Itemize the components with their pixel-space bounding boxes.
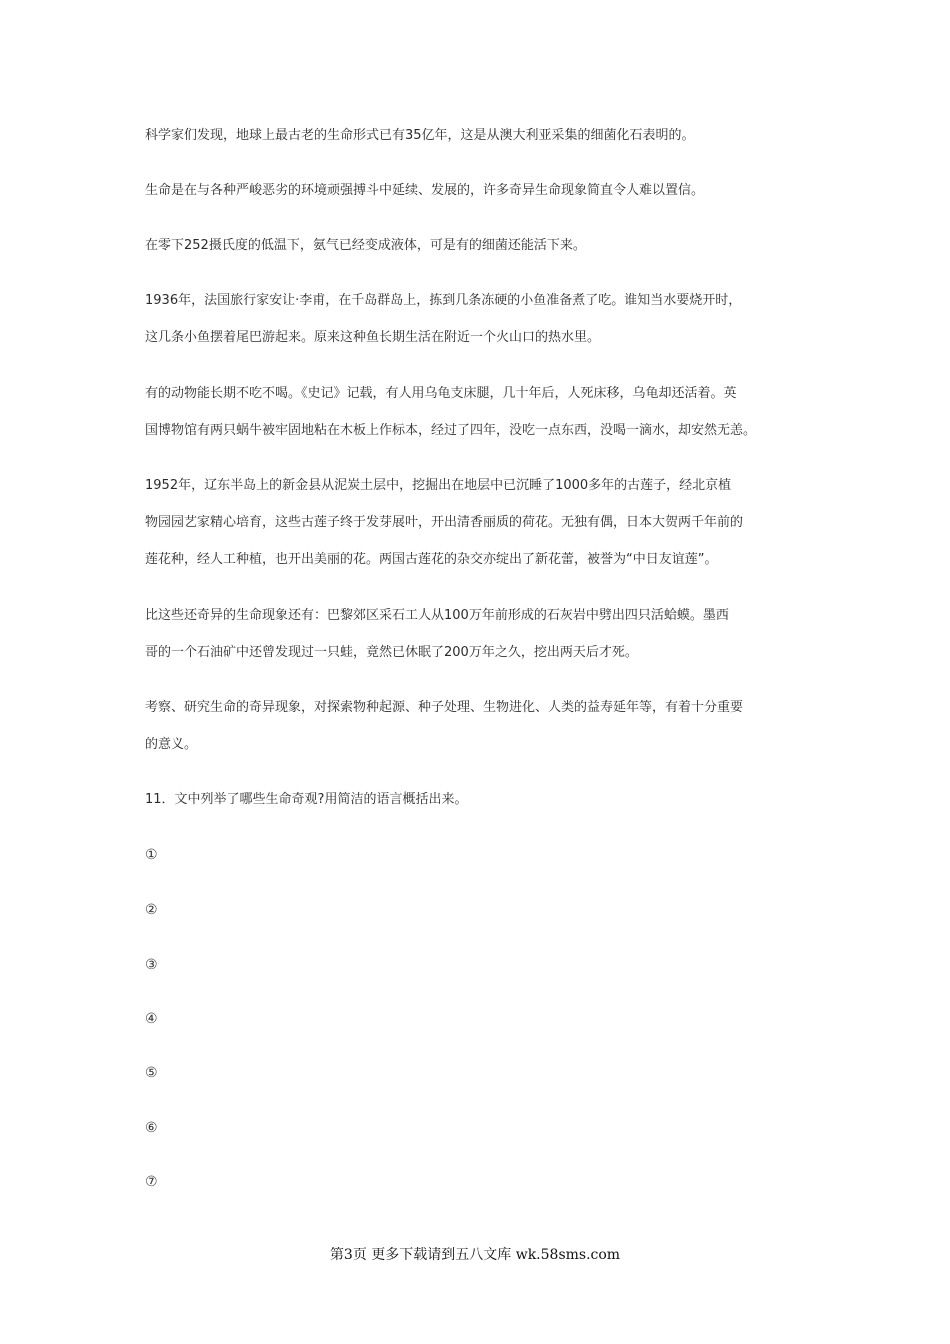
paragraph-line: 1952年，辽东半岛上的新金县从泥炭土层中，挖掘出在地层中已沉睡了1000多年的古莲子，经北京植 — [145, 478, 732, 493]
paragraph-line: 科学家们发现，地球上最古老的生命形式已有35亿年，这是从澳大利亚采集的细菌化石表明的。 — [145, 128, 695, 143]
answer-mark: ⑦ — [145, 1174, 158, 1190]
paragraph-line: 物园园艺家精心培育，这些古莲子终于发芽展叶，开出清香丽质的荷花。无独有偶，日本大贺两千年前的 — [145, 515, 744, 530]
paragraph-line: 国博物馆有两只蜗牛被牢固地粘在木板上作标本，经过了四年，没吃一点东西，没喝一滴水，却安然无恙。 — [145, 423, 757, 438]
paragraph-line: 莲花种，经人工种植，也开出美丽的花。两国古莲花的杂交亦绽出了新花蕾，被誉为“中日友谊莲”。 — [145, 552, 718, 567]
paragraph-line: 生命是在与各种严峻恶劣的环境顽强搏斗中延续、发展的，许多奇异生命现象简直令人难以置信。 — [145, 183, 705, 198]
answer-mark: ⑥ — [145, 1120, 158, 1136]
paragraph-line: 考察、研究生命的奇异现象，对探索物种起源、种子处理、生物进化、人类的益寿延年等，有着十分重要 — [145, 700, 744, 715]
page-footer: 第3页 更多下载请到五八文库 wk.58sms.com — [329, 1247, 621, 1263]
paragraph-line: 在零下252摄氏度的低温下，氨气已经变成液体，可是有的细菌还能活下来。 — [145, 238, 586, 253]
answer-mark: ② — [145, 902, 158, 918]
paragraph-line: 比这些还奇异的生命现象还有：巴黎郊区采石工人从100万年前形成的石灰岩中劈出四只活蛤蟆。墨西 — [145, 608, 729, 623]
answer-mark: ① — [145, 847, 158, 863]
answer-mark: ⑤ — [145, 1065, 158, 1081]
paragraph-line: 这几条小鱼摆着尾巴游起来。原来这种鱼长期生活在附近一个火山口的热水里。 — [145, 330, 601, 345]
question-text: 11．文中列举了哪些生命奇观?用简洁的语言概括出来。 — [145, 792, 468, 807]
paragraph-line: 有的动物能长期不吃不喝。《史记》记载，有人用乌龟支床腿，几十年后，人死床移，乌龟却还活着。英 — [145, 386, 737, 401]
answer-mark: ③ — [145, 957, 158, 973]
answer-mark: ④ — [145, 1011, 158, 1027]
paragraph-line: 的意义。 — [145, 737, 198, 752]
paragraph-line: 哥的一个石油矿中还曾发现过一只蛙，竟然已休眠了200万年之久，挖出两天后才死。 — [145, 645, 638, 660]
paragraph-line: 1936年，法国旅行家安让·李甫，在千岛群岛上，拣到几条冻硬的小鱼准备煮了吃。谁知当水要烧开时， — [145, 293, 742, 308]
